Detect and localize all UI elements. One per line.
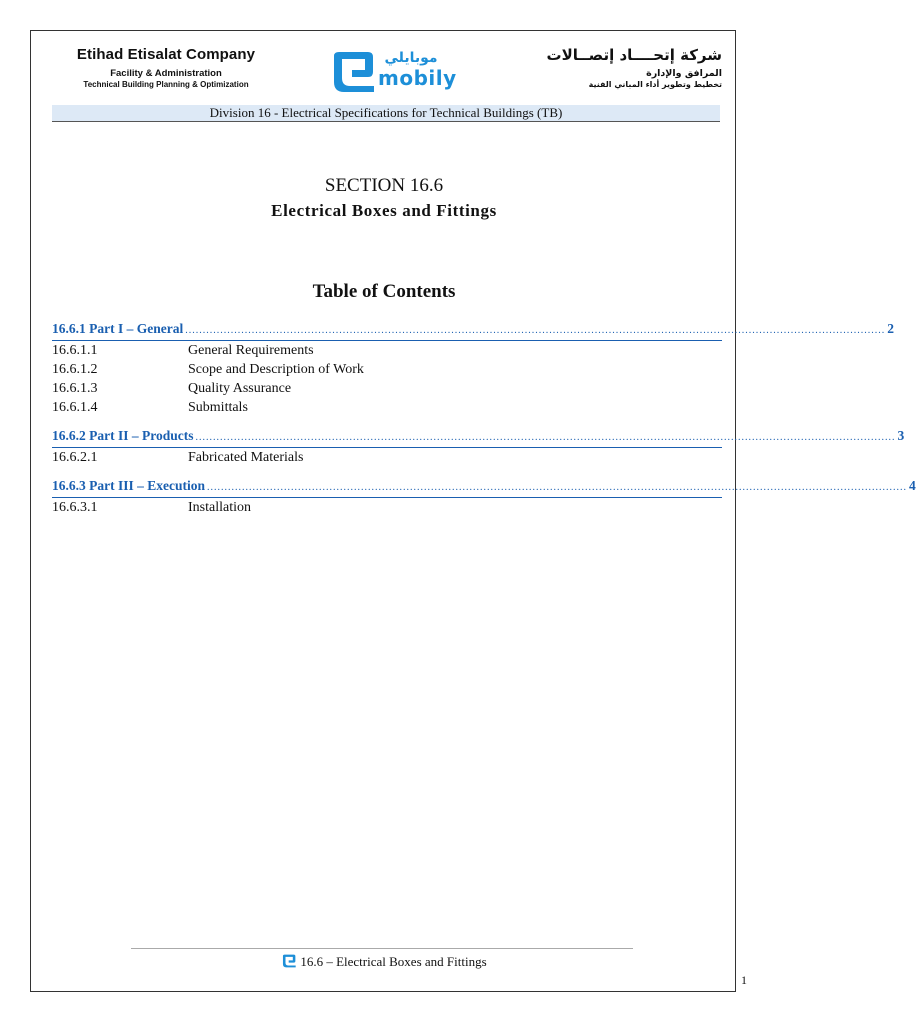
toc-item [52,341,722,360]
header-left [56,46,276,89]
toc-item [52,498,722,517]
toc-item-number: 16.6.1.3 [52,381,98,396]
page-number: 1 [741,973,747,987]
table-of-contents [52,320,916,527]
mobily-logo [330,50,457,96]
toc-item [52,360,722,379]
header-right [500,46,722,89]
footer-divider [131,948,633,949]
toc-part-page: 3 [897,428,905,443]
logo-text-en: mobily [378,66,457,90]
department-en: Facility & Administration [110,68,222,79]
toc-heading: Table of Contents [312,281,456,302]
toc-item-number: 16.6.3.1 [52,500,98,515]
toc-item-text: Installation [188,500,251,515]
mobily-logo-icon [330,50,376,94]
company-name-en: Etihad Etisalat Company [76,46,256,63]
mobily-logo-icon [281,954,297,968]
toc-item [52,379,722,398]
division-banner: Division 16 - Electrical Specifications for Technical Buildings (TB) [52,105,720,122]
unit-en: Technical Building Planning & Optimization [83,80,249,89]
toc-item-number: 16.6.2.1 [52,450,98,465]
toc-item [52,398,722,417]
toc-item-text: Fabricated Materials [188,450,304,465]
toc-item [52,448,722,467]
page-footer [0,954,768,970]
toc-group-part-3 [52,477,916,517]
section-number: SECTION 16.6 [324,175,444,196]
toc-item-number: 16.6.1.1 [52,343,98,358]
toc-leader-dots: ........................................................................................................................................................................................................ [185,325,886,336]
department-ar: المرافق والإدارة [646,68,722,79]
toc-part-label: 16.6.3 Part III – Execution [52,478,205,493]
section-title: Electrical Boxes and Fittings [271,201,497,220]
logo-text-ar: موبايلي [384,50,438,66]
toc-leader-dots: ........................................................................................................................................................................................................ [207,482,907,493]
toc-leader-dots: ........................................................................................................................................................................................................ [195,432,896,443]
company-name-ar: شركة إتحــــاد إتصــالات [546,46,722,64]
toc-link-part-3[interactable] [52,477,916,498]
toc-group-part-1 [52,320,894,417]
toc-group-part-2 [52,427,905,467]
toc-item-text: General Requirements [188,343,314,358]
toc-item-number: 16.6.1.4 [52,400,98,415]
toc-part-label: 16.6.1 Part I – General [52,321,184,336]
toc-item-text: Quality Assurance [188,381,292,396]
toc-part-page: 4 [909,478,916,493]
toc-link-part-2[interactable] [52,427,905,448]
unit-ar: تخطيط وتطوير أداء المباني الفنية [588,80,722,89]
toc-part-label: 16.6.2 Part II – Products [52,428,194,443]
toc-item-number: 16.6.1.2 [52,362,98,377]
toc-link-part-1[interactable] [52,320,894,341]
footer-text: 16.6 – Electrical Boxes and Fittings [300,954,487,969]
toc-item-text: Submittals [188,400,248,415]
toc-part-page: 2 [887,321,894,336]
toc-item-text: Scope and Description of Work [188,362,364,377]
